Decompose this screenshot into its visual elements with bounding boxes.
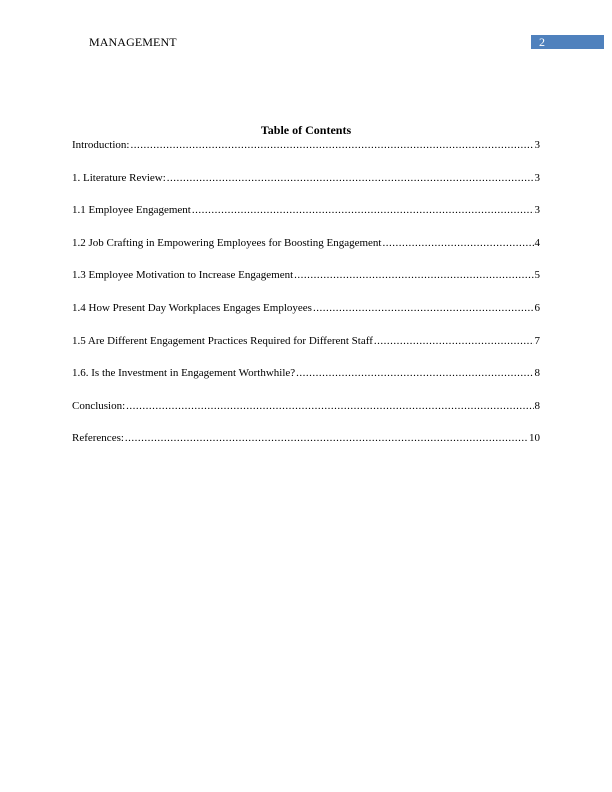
toc-entry-label: 1.2 Job Crafting in Empowering Employees for Boosting Engagement	[72, 236, 382, 249]
toc-entry-page: 7	[534, 334, 540, 347]
toc-entry-page: 6	[534, 301, 540, 314]
toc-dot-leader	[167, 171, 534, 185]
toc-dot-leader	[374, 334, 534, 348]
toc-entry-page: 3	[534, 171, 540, 184]
toc-entry-label: 1.4 How Present Day Workplaces Engages Employees	[72, 301, 312, 314]
toc-entry-label: 1. Literature Review:	[72, 171, 166, 184]
toc-dot-leader	[313, 301, 534, 315]
toc-dot-leader	[294, 268, 533, 282]
toc-entry-page: 8	[534, 367, 540, 380]
table-of-contents	[72, 138, 540, 445]
toc-entry-literature-review[interactable]	[72, 171, 540, 185]
toc-entry-label: 1.6. Is the Investment in Engagement Worthwhile?	[72, 367, 296, 380]
toc-dot-leader	[382, 236, 533, 250]
toc-entry-employee-motivation[interactable]	[72, 268, 540, 282]
toc-entry-references[interactable]	[72, 431, 540, 445]
page-number-badge: 2	[531, 35, 604, 49]
toc-dot-leader	[192, 203, 534, 217]
toc-entry-investment-worthwhile[interactable]	[72, 366, 540, 380]
toc-entry-job-crafting[interactable]	[72, 236, 540, 250]
toc-dot-leader	[130, 138, 533, 152]
toc-entry-page: 5	[534, 269, 540, 282]
toc-entry-conclusion[interactable]	[72, 399, 540, 413]
toc-dot-leader	[296, 366, 533, 380]
toc-entry-introduction[interactable]	[72, 138, 540, 152]
toc-entry-employee-engagement[interactable]	[72, 203, 540, 217]
toc-entry-page: 8	[534, 399, 540, 412]
toc-entry-label: 1.3 Employee Motivation to Increase Engagement	[72, 269, 294, 282]
toc-title: Table of Contents	[260, 123, 352, 137]
running-header: MANAGEMENT	[89, 35, 177, 49]
toc-entry-label: Introduction:	[72, 139, 130, 151]
toc-entry-label: Conclusion:	[72, 399, 126, 412]
toc-entry-page: 10	[529, 432, 540, 445]
toc-entry-engagement-practices[interactable]	[72, 334, 540, 348]
toc-dot-leader	[126, 399, 533, 413]
toc-dot-leader	[125, 431, 528, 445]
toc-entry-label: References:	[72, 432, 124, 445]
toc-entry-present-day-workplaces[interactable]	[72, 301, 540, 315]
toc-entry-page: 3	[534, 139, 540, 151]
toc-entry-page: 4	[534, 236, 540, 249]
toc-entry-page: 3	[534, 204, 540, 217]
toc-entry-label: 1.1 Employee Engagement	[72, 204, 191, 217]
toc-entry-label: 1.5 Are Different Engagement Practices Required for Different Staff	[72, 334, 373, 347]
